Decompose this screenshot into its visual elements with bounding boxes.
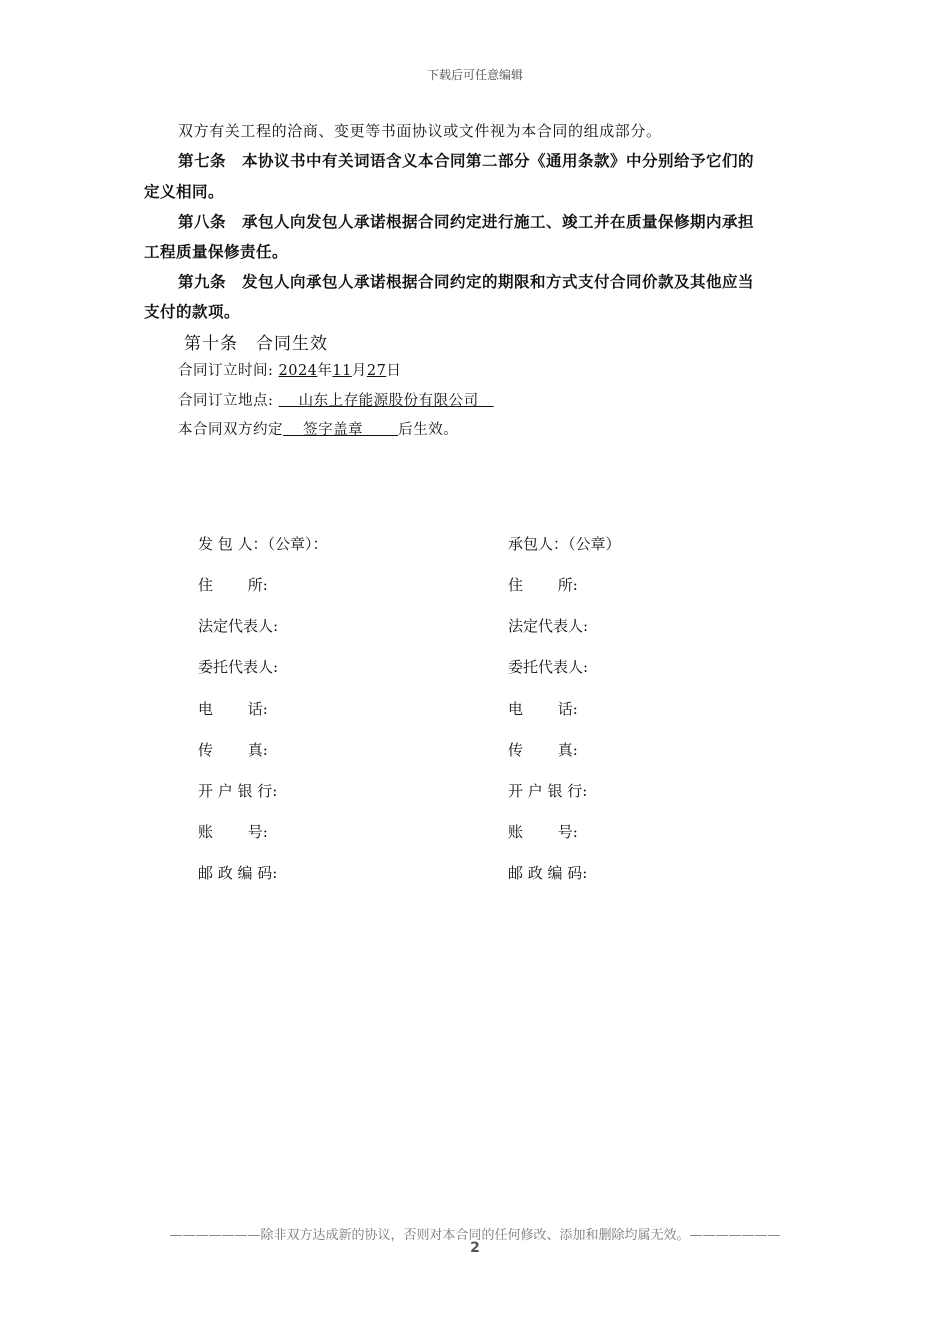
employer-legal-rep-label: 法定代表人: [198,617,279,635]
day-unit: 日 [386,363,402,379]
employer-authorized-rep-label: 委托代表人: [198,658,279,676]
article-9-line-1: 第九条 发包人向承包人承诺根据合同约定的期限和方式支付合同价款及其他应当 [178,273,755,291]
page-header: 下载后可任意编辑 [426,68,523,82]
article-10-title: 第十条 合同生效 [184,334,328,354]
paragraph-amendments: 双方有关工程的洽商、变更等书面协议或文件视为本合同的组成部分。 [178,122,662,140]
contractor-address-label: 住 所: [508,576,578,594]
contractor-seal-label: 承包人：（公章） [508,535,621,553]
contract-day: 27 [366,363,387,379]
contractor-fax-label: 传 真: [508,741,578,759]
contractor-account-label: 账 号: [508,823,578,841]
employer-seal-label: 发 包 人：（公章）： [198,535,328,553]
month-unit: 月 [351,363,367,379]
article-7-line-2: 定义相同。 [144,183,225,201]
contract-year: 2024 [278,363,318,379]
effective-suffix: 后生效。 [398,422,459,438]
article-8-line-1: 第八条 承包人向发包人承诺根据合同约定进行施工、竣工并在质量保修期内承担 [178,213,755,231]
page-number: 2 [470,1240,480,1256]
contract-date-label: 合同订立时间: [178,363,279,379]
contract-place-value: 山东上存能源股份有限公司 [278,393,494,409]
employer-account-label: 账 号: [198,823,268,841]
employer-postcode-label: 邮 政 编 码: [198,864,278,882]
contractor-postcode-label: 邮 政 编 码: [508,864,588,882]
contract-date-line [178,359,401,380]
contractor-legal-rep-label: 法定代表人: [508,617,589,635]
contract-month: 11 [332,363,352,379]
contractor-phone-label: 电 话: [508,700,578,718]
contractor-authorized-rep-label: 委托代表人: [508,658,589,676]
article-7-line-1: 第七条 本协议书中有关词语含义本合同第二部分《通用条款》中分别给予它们的 [178,152,755,170]
effective-condition-line [178,418,458,439]
effective-condition-value: 签字盖章 [283,422,399,438]
article-9-line-2: 支付的款项。 [144,303,241,321]
page-footer-notice: ———————除非双方达成新的协议，否则对本合同的任何修改、添加和删除均属无效。——————— [169,1228,781,1243]
contract-place-line [178,389,494,410]
employer-phone-label: 电 话: [198,700,268,718]
contractor-bank-label: 开 户 银 行: [508,782,588,800]
employer-bank-label: 开 户 银 行: [198,782,278,800]
employer-fax-label: 传 真: [198,741,268,759]
article-8-line-2: 工程质量保修责任。 [144,243,289,261]
contract-place-label: 合同订立地点: [178,393,279,409]
effective-prefix: 本合同双方约定 [178,422,283,438]
year-unit: 年 [317,363,333,379]
employer-address-label: 住 所: [198,576,268,594]
